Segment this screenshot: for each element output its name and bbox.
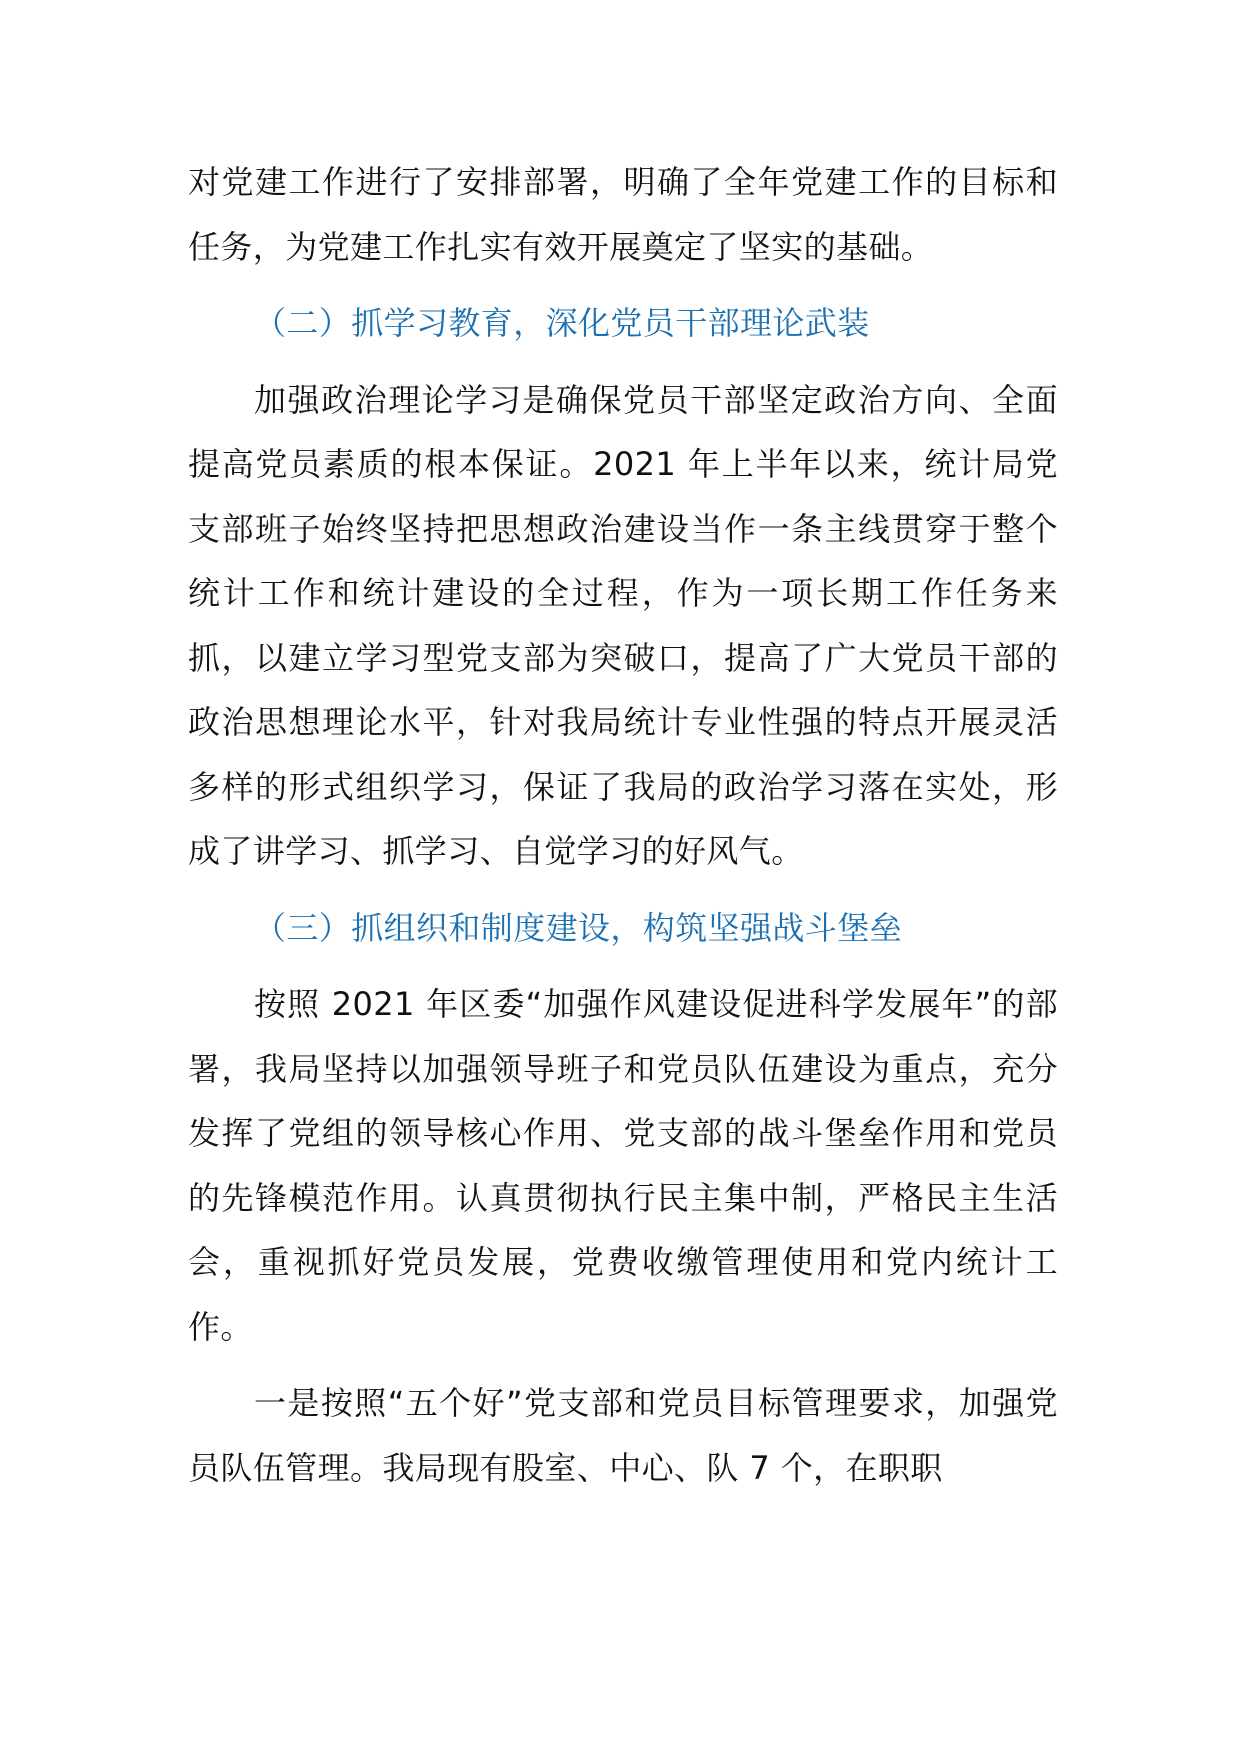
- section-heading-3: （三）抓组织和制度建设，构筑坚强战斗堡垒: [254, 908, 903, 947]
- paragraph-continuation: 对党建工作进行了安排部署，明确了全年党建工作的目标和任务，为党建工作扎实有效开展奠定了坚实的基础。: [188, 163, 1058, 266]
- document-page: [188, 150, 1058, 1500]
- paragraph-first-point: 一是按照“五个好”党支部和党员目标管理要求，加强党员队伍管理。我局现有股室、中心、队 7 个，在职职: [188, 1384, 1058, 1487]
- paragraph-study: 加强政治理论学习是确保党员干部坚定政治方向、全面提高党员素质的根本保证。2021 年上半年以来，统计局党支部班子始终坚持把思想政治建设当作一条主线贯穿于整个统计工作和统计建设的全过程，作为一项长期工作任务来抓，以建立学习型党支部为突破口，提高了广大党员干部的政治思想理论水平，针对我局统计专业性强的特点开展灵活多样的形式组织学习，保证了我局的政治学习落在实处，形成了讲学习、抓学习、自觉学习的好风气。: [188, 380, 1058, 870]
- section-heading-2: （二）抓学习教育，深化党员干部理论武装: [254, 304, 870, 342]
- paragraph-organization: 按照 2021 年区委“加强作风建设促进科学发展年”的部署，我局坚持以加强领导班子和党员队伍建设为重点，充分发挥了党组的领导核心作用、党支部的战斗堡垒作用和党员的先锋模范作用。认真贯彻执行民主集中制，严格民主生活会，重视抓好党员发展，党费收缴管理使用和党内统计工作。: [188, 985, 1058, 1346]
